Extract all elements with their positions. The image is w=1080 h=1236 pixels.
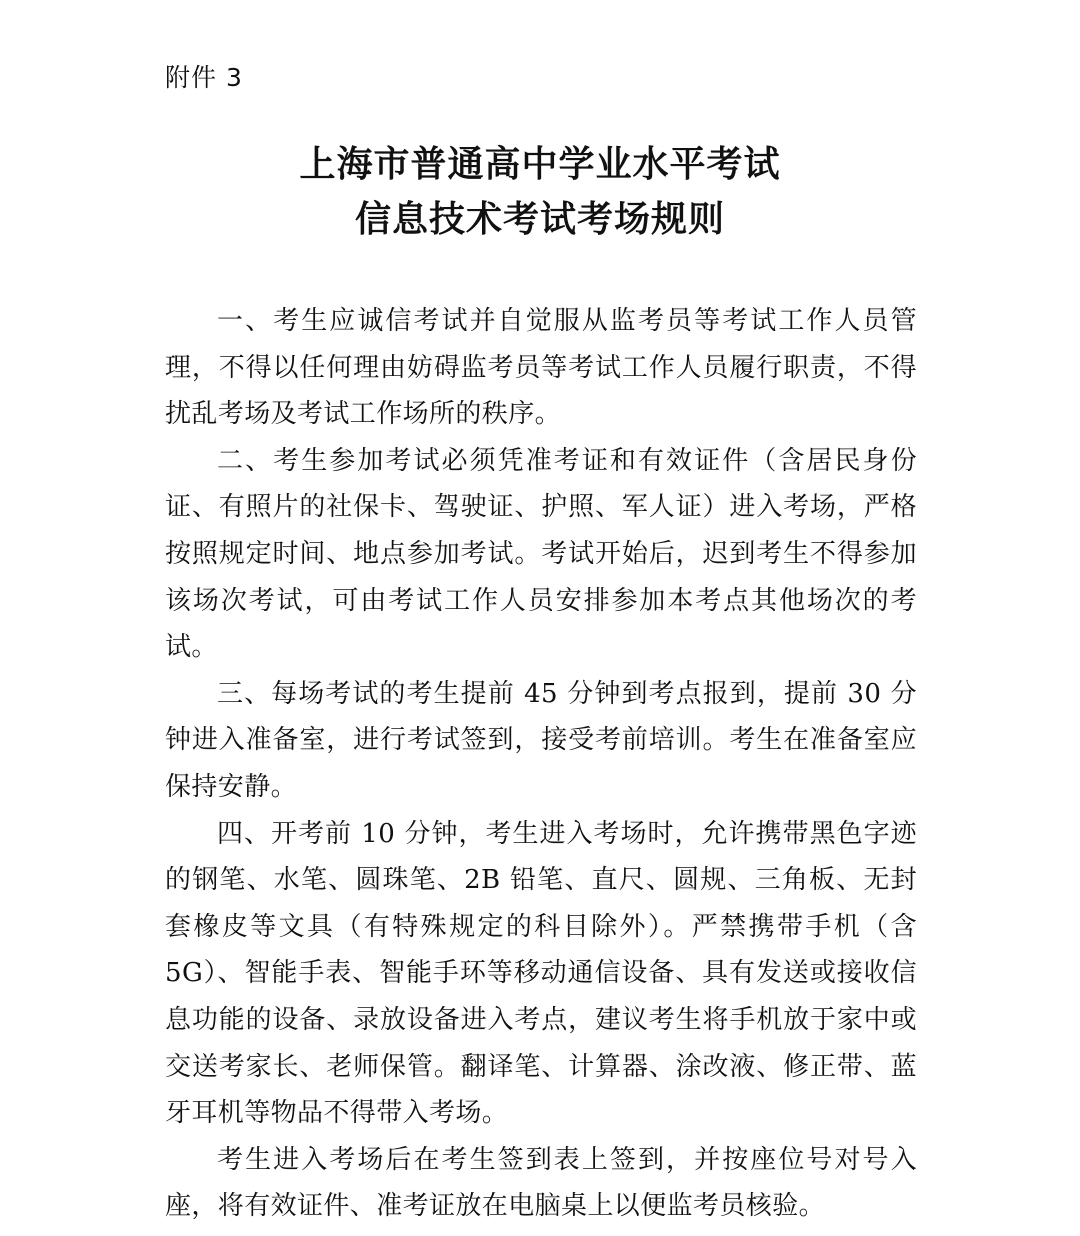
document-body bbox=[165, 298, 917, 1230]
rule-paragraph-2: 二、考生参加考试必须凭准考证和有效证件（含居民身份证、有照片的社保卡、驾驶证、护照、军人证）进入考场，严格按照规定时间、地点参加考试。考试开始后，迟到考生不得参加该场次考试，可由考试工作人员安排参加本考点其他场次的考试。 bbox=[165, 445, 917, 663]
document-title-line-2: 信息技术考试考场规则 bbox=[354, 198, 725, 240]
attachment-label: 附件 3 bbox=[165, 63, 243, 92]
rule-paragraph-1: 一、考生应诚信考试并自觉服从监考员等考试工作人员管理，不得以任何理由妨碍监考员等考试工作人员履行职责，不得扰乱考场及考试工作场所的秩序。 bbox=[165, 306, 917, 430]
rule-paragraph-4: 四、开考前 10 分钟，考生进入考场时，允许携带黑色字迹的钢笔、水笔、圆珠笔、2B 铅笔、直尺、圆规、三角板、无封套橡皮等文具（有特殊规定的科目除外）。严禁携带手机（含 5G）、智能手表、智能手环等移动通信设备、具有发送或接收信息功能的设备、录放设备进入考点，建议考生将手机放于家中或交送考家长、老师保管。翻译笔、计算器、涂改液、修正带、蓝牙耳机等物品不得带入考场。 bbox=[165, 818, 917, 1129]
rule-paragraph-5: 考生进入考场后在考生签到表上签到，并按座位号对号入座，将有效证件、准考证放在电脑桌上以便监考员核验。 bbox=[165, 1144, 917, 1222]
rule-paragraph-3: 三、每场考试的考生提前 45 分钟到考点报到，提前 30 分钟进入准备室，进行考试签到，接受考前培训。考生在准备室应保持安静。 bbox=[165, 678, 917, 802]
document-title-line-1: 上海市普通高中学业水平考试 bbox=[299, 143, 781, 185]
